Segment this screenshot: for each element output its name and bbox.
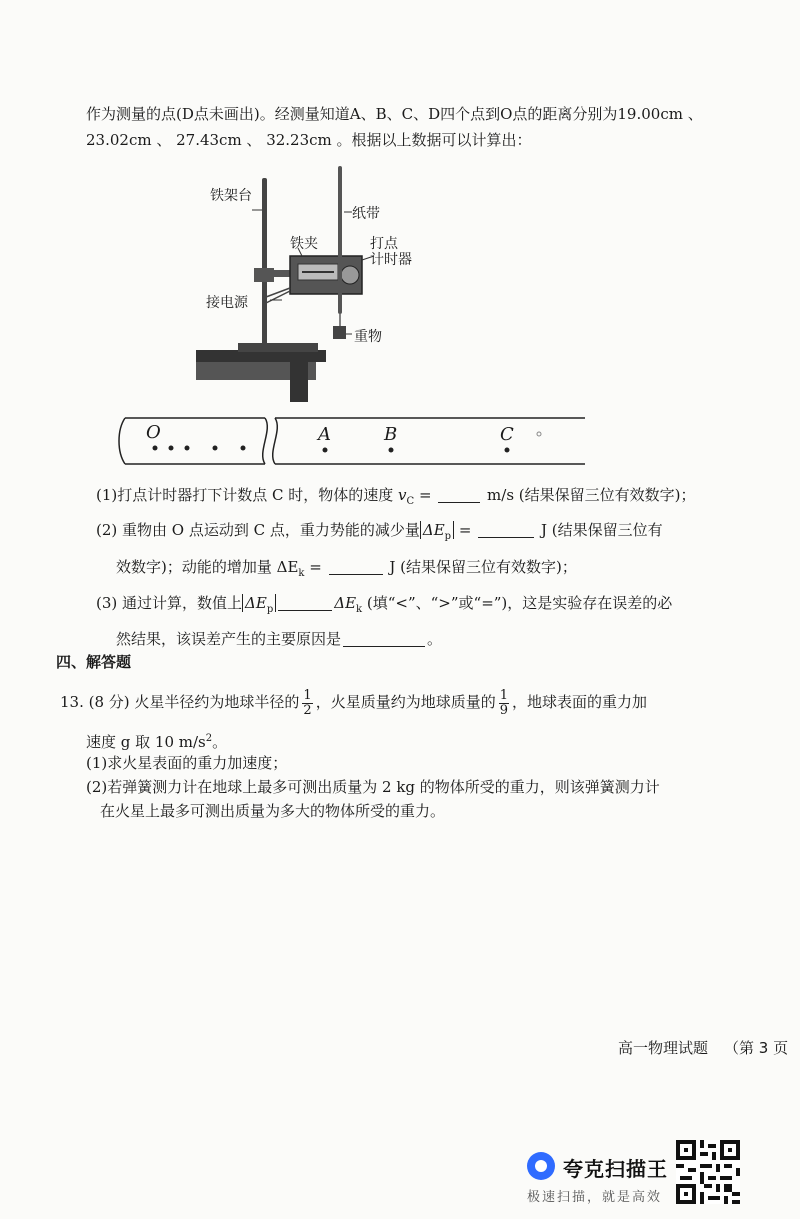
q3-sub-k: k bbox=[356, 604, 363, 615]
question-1 bbox=[96, 484, 696, 513]
q2-sub-p: p bbox=[444, 531, 452, 542]
label-timer-line-1: 打点 bbox=[370, 236, 398, 252]
label-iron-clamp: 铁夹 bbox=[290, 236, 318, 252]
q2-line2-text-b: = bbox=[304, 558, 327, 576]
q3-delta-ep: ΔE bbox=[245, 594, 267, 612]
scanner-watermark bbox=[527, 1146, 687, 1206]
q2-line2-text-c: J (结果保留三位有效数字)； bbox=[384, 558, 577, 576]
scanner-slogan: 极速扫描，就是高效 bbox=[527, 1190, 663, 1205]
intro-line-2: 23.02cm 、 27.43cm 、 32.23cm 。根据以上数据可以计算出： bbox=[86, 131, 532, 149]
question-3-line-2 bbox=[116, 628, 442, 650]
section-heading: 四、解答题 bbox=[56, 653, 132, 671]
q3-text-a: (3) 通过计算，数值上 bbox=[96, 594, 243, 612]
p13-line2-text-b: 。 bbox=[212, 733, 228, 751]
fraction-half bbox=[302, 689, 312, 718]
p13-text-c: ，地球表面的重力加 bbox=[512, 693, 648, 711]
q2-text-c: J (结果保留三位有 bbox=[536, 521, 663, 539]
answer-blank-5[interactable] bbox=[343, 630, 425, 647]
clamp-knob bbox=[254, 268, 274, 282]
label-weight: 重物 bbox=[354, 329, 382, 345]
question-2-line-1 bbox=[96, 519, 663, 548]
p13-line2-text-a: 速度 g 取 10 m/s bbox=[86, 733, 206, 751]
label-iron-stand: 铁架台 bbox=[210, 188, 252, 204]
tape-dot bbox=[323, 448, 328, 453]
scanner-logo-icon bbox=[527, 1152, 555, 1180]
problem-13-part-2-line-2: 在火星上最多可测出质量为多大的物体所受的重力。 bbox=[100, 802, 446, 820]
q2-text-b: = bbox=[454, 521, 477, 539]
stand-rod bbox=[262, 178, 267, 346]
q1-sub: C bbox=[406, 496, 415, 507]
problem-13-line-1 bbox=[60, 686, 647, 718]
stand-base bbox=[238, 343, 318, 352]
scanner-app-name: 夸克扫描王 bbox=[563, 1157, 668, 1181]
paper-tape-strip bbox=[115, 412, 595, 470]
table-leg bbox=[290, 362, 308, 402]
tape-dot bbox=[213, 446, 218, 451]
q3-line2-text-b: 。 bbox=[427, 630, 443, 648]
q3-delta-ek: ΔE bbox=[334, 594, 357, 612]
p13-text-b: ，火星质量约为地球质量的 bbox=[315, 693, 496, 711]
answer-blank-1[interactable] bbox=[438, 486, 480, 503]
q2-text-a: (2) 重物由 O 点运动到 C 点，重力势能的减少量 bbox=[96, 521, 420, 539]
answer-blank-4[interactable] bbox=[278, 594, 332, 611]
label-paper-tape: 纸带 bbox=[352, 206, 380, 222]
qr-code-icon bbox=[676, 1140, 740, 1204]
answer-blank-3[interactable] bbox=[329, 558, 383, 575]
tape-point-a: A bbox=[318, 424, 331, 445]
answer-blank-2[interactable] bbox=[478, 521, 534, 538]
label-power-source: 接电源 bbox=[206, 295, 248, 311]
q2-delta-ep: ΔE bbox=[422, 521, 445, 539]
q3-text-c: (填“<”、“>”或“=”)，这是实验存在误差的必 bbox=[362, 594, 673, 612]
footer-page: （第 3 页 bbox=[724, 1039, 789, 1057]
p13-text-a: 13. (8 分) 火星半径约为地球半径的 bbox=[60, 693, 300, 711]
q1-text-a: (1)打点计时器打下计数点 C 时，物体的速度 bbox=[96, 486, 399, 504]
frac1-num: 1 bbox=[303, 687, 312, 703]
problem-13-line-2 bbox=[86, 728, 227, 753]
label-timer-line-2: 计时器 bbox=[370, 252, 412, 268]
q3-line2-text-a: 然结果，该误差产生的主要原因是 bbox=[116, 630, 342, 648]
tape-point-c: C bbox=[500, 424, 514, 445]
q3-sub-p: p bbox=[266, 604, 274, 615]
fraction-ninth bbox=[499, 689, 509, 718]
label-timer bbox=[370, 236, 412, 268]
q1-text-b: = bbox=[414, 486, 437, 504]
tape-dot bbox=[241, 446, 246, 451]
q2-sub-k: k bbox=[298, 568, 305, 579]
problem-13-part-2-line-1: (2)若弹簧测力计在地球上最多可测出质量为 2 kg 的物体所受的重力，则该弹簧测力计 bbox=[86, 778, 660, 796]
p13-line2-sup: 2 bbox=[205, 733, 213, 744]
tape-point-o: O bbox=[146, 422, 161, 443]
tape-dot bbox=[169, 446, 174, 451]
tape-dot bbox=[505, 448, 510, 453]
frac2-num: 1 bbox=[499, 687, 508, 703]
q2-line2-text-a: 效数字)；动能的增加量 ΔE bbox=[116, 558, 299, 576]
intro-line-1: 作为测量的点(D点未画出)。经测量知道A、B、C、D四个点到O点的距离分别为19.00cm 、 bbox=[86, 105, 703, 123]
question-3-line-1 bbox=[96, 592, 672, 621]
footer-title: 高一物理试题 bbox=[618, 1039, 709, 1057]
tape-dot bbox=[185, 446, 190, 451]
q1-text-c: m/s (结果保留三位有效数字)； bbox=[482, 486, 696, 504]
weight bbox=[333, 326, 346, 339]
tape-point-b: B bbox=[384, 424, 398, 445]
frac2-den: 9 bbox=[499, 702, 508, 718]
q1-var: v bbox=[398, 486, 407, 504]
frac1-den: 2 bbox=[303, 702, 312, 718]
question-2-line-2 bbox=[116, 556, 577, 585]
tape-dot bbox=[389, 448, 394, 453]
problem-13-part-1: (1)求火星表面的重力加速度； bbox=[86, 754, 288, 772]
tape-dot bbox=[153, 446, 158, 451]
paper-tape bbox=[338, 166, 342, 314]
